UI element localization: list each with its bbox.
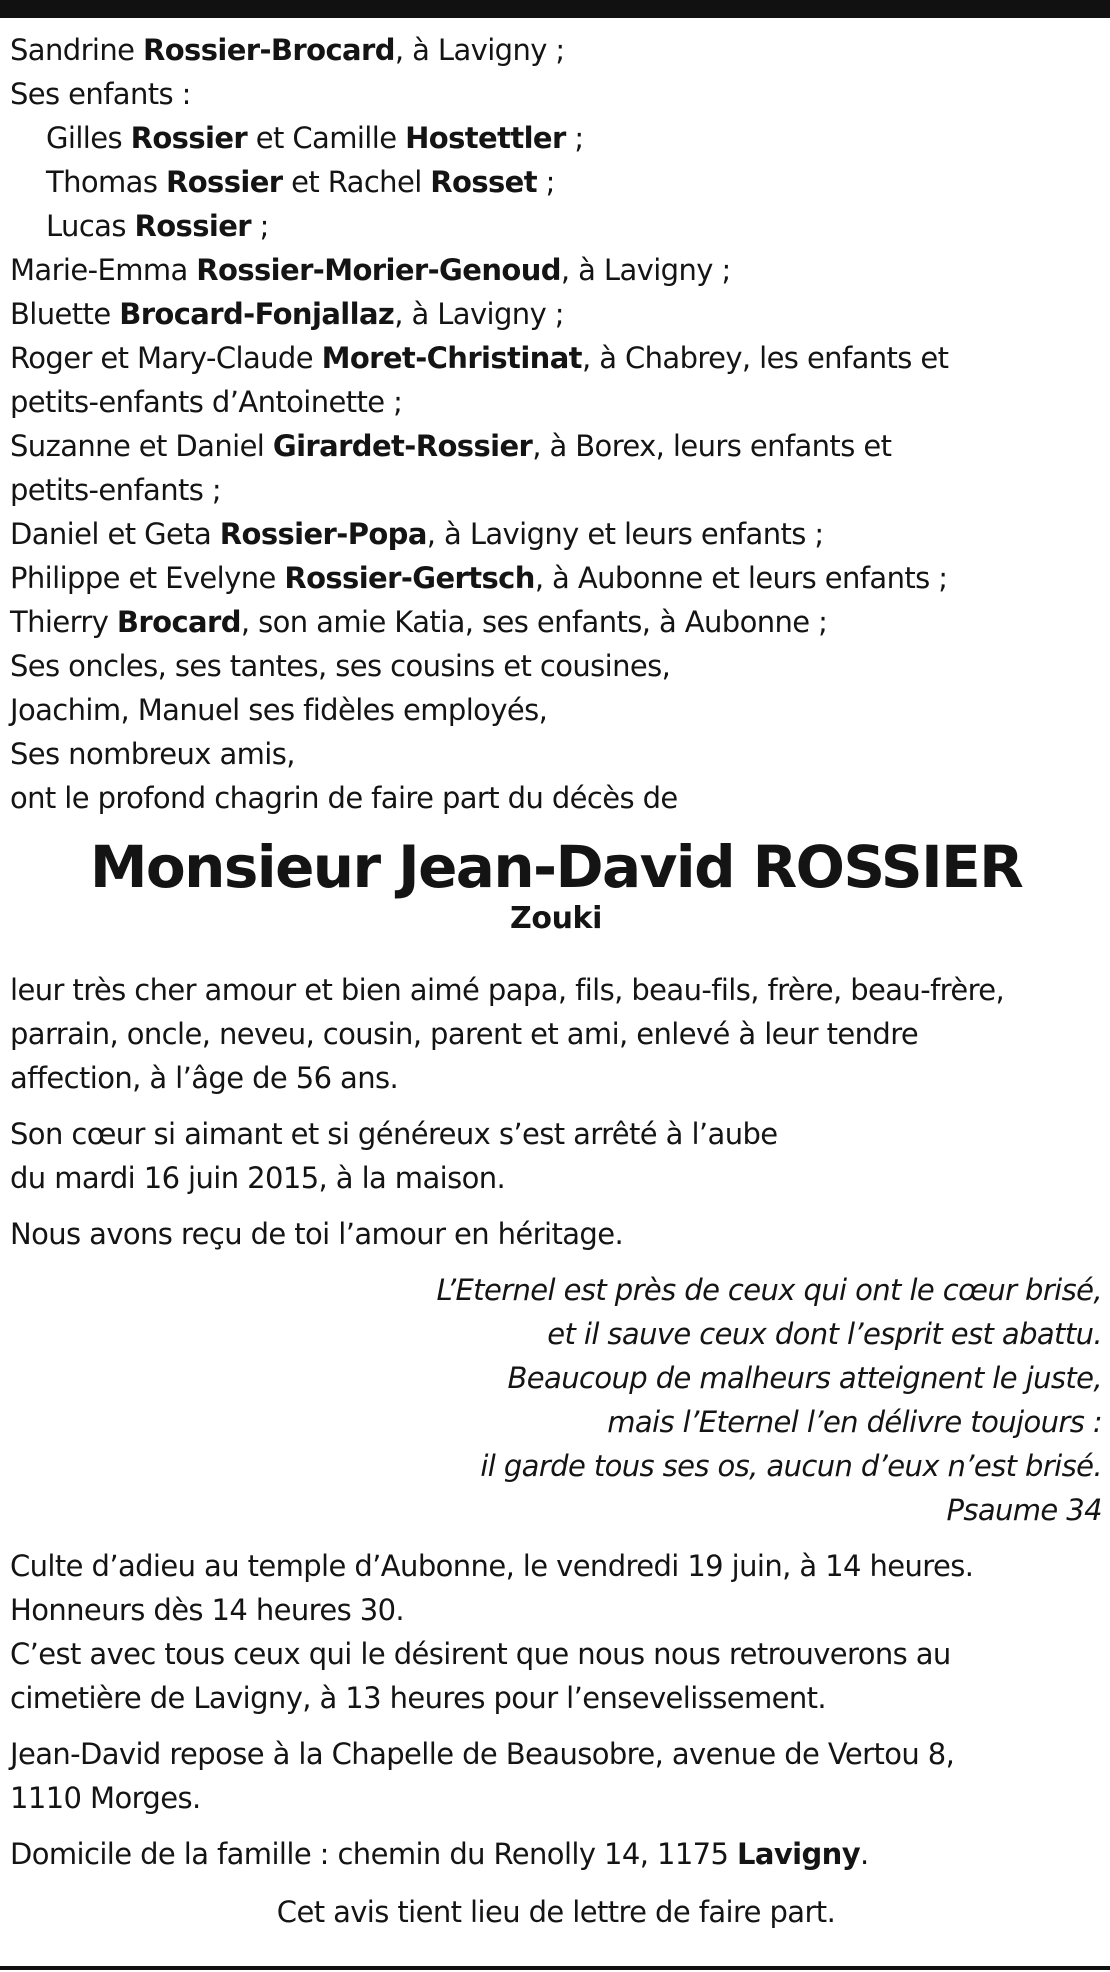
family-line (10, 160, 1102, 204)
text: , à Lavigny et leurs enfants ; (426, 517, 824, 551)
text: Philippe et Evelyne (10, 561, 285, 595)
family-line (10, 732, 1102, 776)
text: Thomas (46, 165, 166, 199)
text: petits-enfants ; (10, 473, 222, 507)
family-line (10, 424, 1102, 468)
family-line (10, 468, 1102, 512)
family-name: Hostettler (405, 121, 566, 155)
text-line: C’est avec tous ceux qui le désirent que nous nous retrouverons au (10, 1637, 951, 1671)
verse-line: mais l’Eternel l’en délivre toujours : (607, 1405, 1102, 1439)
psalm-quote (10, 1268, 1102, 1532)
text: ; (565, 121, 584, 155)
text-line: Son cœur si aimant et si généreux s’est arrêté à l’aube (10, 1117, 778, 1151)
text: et Camille (247, 121, 406, 155)
text-line: cimetière de Lavigny, à 13 heures pour l’ensevelissement. (10, 1681, 827, 1715)
text: ; (537, 165, 555, 199)
text: Gilles (46, 121, 131, 155)
family-name: Rossier (134, 209, 251, 243)
family-name: Rossier-Gertsch (284, 561, 535, 595)
text: Joachim, Manuel ses fidèles employés, (10, 693, 548, 727)
family-name: Rossier (130, 121, 248, 155)
family-name: Girardet-Rossier (272, 429, 533, 463)
family-line (10, 248, 1102, 292)
top-rule (0, 0, 1110, 18)
text: , son amie Katia, ses enfants, à Aubonne ; (240, 605, 828, 639)
text: , à Lavigny ; (560, 253, 731, 287)
text-line: parrain, oncle, neveu, cousin, parent et ami, enlevé à leur tendre (10, 1017, 919, 1051)
text: , à Lavigny ; (394, 33, 565, 67)
text-line: affection, à l’âge de 56 ans. (10, 1061, 399, 1095)
heritage-paragraph (10, 1212, 1102, 1256)
text: petits-enfants d’Antoinette ; (10, 385, 403, 419)
tribute-paragraph (10, 968, 1102, 1100)
text: Ses nombreux amis, (10, 737, 295, 771)
text: Thierry (10, 605, 117, 639)
closing-note: Cet avis tient lieu de lettre de faire part. (276, 1895, 836, 1929)
verse-source: Psaume 34 (946, 1493, 1102, 1527)
text: , à Aubonne et leurs enfants ; (534, 561, 948, 595)
text: Marie-Emma (10, 253, 197, 287)
deceased-nickname: Zouki (510, 901, 602, 936)
text: , à Chabrey, les enfants et (581, 341, 949, 375)
text-line: Honneurs dès 14 heures 30. (10, 1593, 405, 1627)
family-line (10, 28, 1102, 72)
family-line (10, 512, 1102, 556)
text: , à Lavigny ; (394, 297, 564, 331)
family-name: Moret-Christinat (321, 341, 582, 375)
death-paragraph (10, 1112, 1102, 1200)
text: et Rachel (282, 165, 431, 199)
text: ; (250, 209, 269, 243)
text-line: Nous avons reçu de toi l’amour en héritage. (10, 1217, 624, 1251)
text: Roger et Mary-Claude (10, 341, 322, 375)
family-line (10, 292, 1102, 336)
family-name: Rossier (166, 165, 283, 199)
text: Lucas (46, 209, 135, 243)
family-name: Rossier-Morier-Genoud (196, 253, 561, 287)
family-line (10, 336, 1102, 380)
family-name: Brocard-Fonjallaz (119, 297, 395, 331)
family-line (10, 116, 1102, 160)
family-line (10, 204, 1102, 248)
service-paragraph (10, 1544, 1102, 1720)
obituary-notice (10, 28, 1102, 1934)
text-line (10, 1832, 1102, 1876)
text: . (860, 1837, 869, 1871)
text-line: Culte d’adieu au temple d’Aubonne, le vendredi 19 juin, à 14 heures. (10, 1549, 974, 1583)
text-line: 1110 Morges. (10, 1781, 201, 1815)
resting-place-paragraph (10, 1732, 1102, 1820)
family-line (10, 380, 1102, 424)
domicile-paragraph (10, 1832, 1102, 1876)
text-line: du mardi 16 juin 2015, à la maison. (10, 1161, 506, 1195)
verse-line: il garde tous ses os, aucun d’eux n’est brisé. (480, 1449, 1102, 1483)
deceased-name: Monsieur Jean-David ROSSIER (89, 833, 1023, 901)
family-line (10, 72, 1102, 116)
family-line (10, 600, 1102, 644)
text-line: Jean-David repose à la Chapelle de Beausobre, avenue de Vertou 8, (10, 1737, 955, 1771)
family-name: Rossier-Brocard (143, 33, 395, 67)
family-name: Rossier-Popa (219, 517, 427, 551)
deceased-heading (10, 830, 1102, 934)
bottom-rule (0, 1966, 1110, 1970)
text: Ses enfants : (10, 77, 191, 111)
text: Ses oncles, ses tantes, ses cousins et cousines, (10, 649, 671, 683)
place-name: Lavigny (737, 1837, 861, 1871)
family-line (10, 776, 1102, 820)
verse-line: Beaucoup de malheurs atteignent le juste, (507, 1361, 1102, 1395)
text: ont le profond chagrin de faire part du décès de (10, 781, 678, 815)
family-line (10, 688, 1102, 732)
text-line: leur très cher amour et bien aimé papa, fils, beau-fils, frère, beau-frère, (10, 973, 1005, 1007)
text: Sandrine (10, 33, 143, 67)
verse-line: et il sauve ceux dont l’esprit est abattu. (547, 1317, 1102, 1351)
family-line (10, 556, 1102, 600)
family-list (10, 28, 1102, 820)
text: Suzanne et Daniel (10, 429, 273, 463)
text: Daniel et Geta (10, 517, 220, 551)
family-name: Brocard (116, 605, 241, 639)
family-line (10, 644, 1102, 688)
verse-line: L’Eternel est près de ceux qui ont le cœur brisé, (436, 1273, 1102, 1307)
text: Bluette (10, 297, 120, 331)
text: , à Borex, leurs enfants et (532, 429, 892, 463)
text: Domicile de la famille : chemin du Renolly 14, 1175 (10, 1837, 738, 1871)
family-name: Rosset (430, 165, 537, 199)
